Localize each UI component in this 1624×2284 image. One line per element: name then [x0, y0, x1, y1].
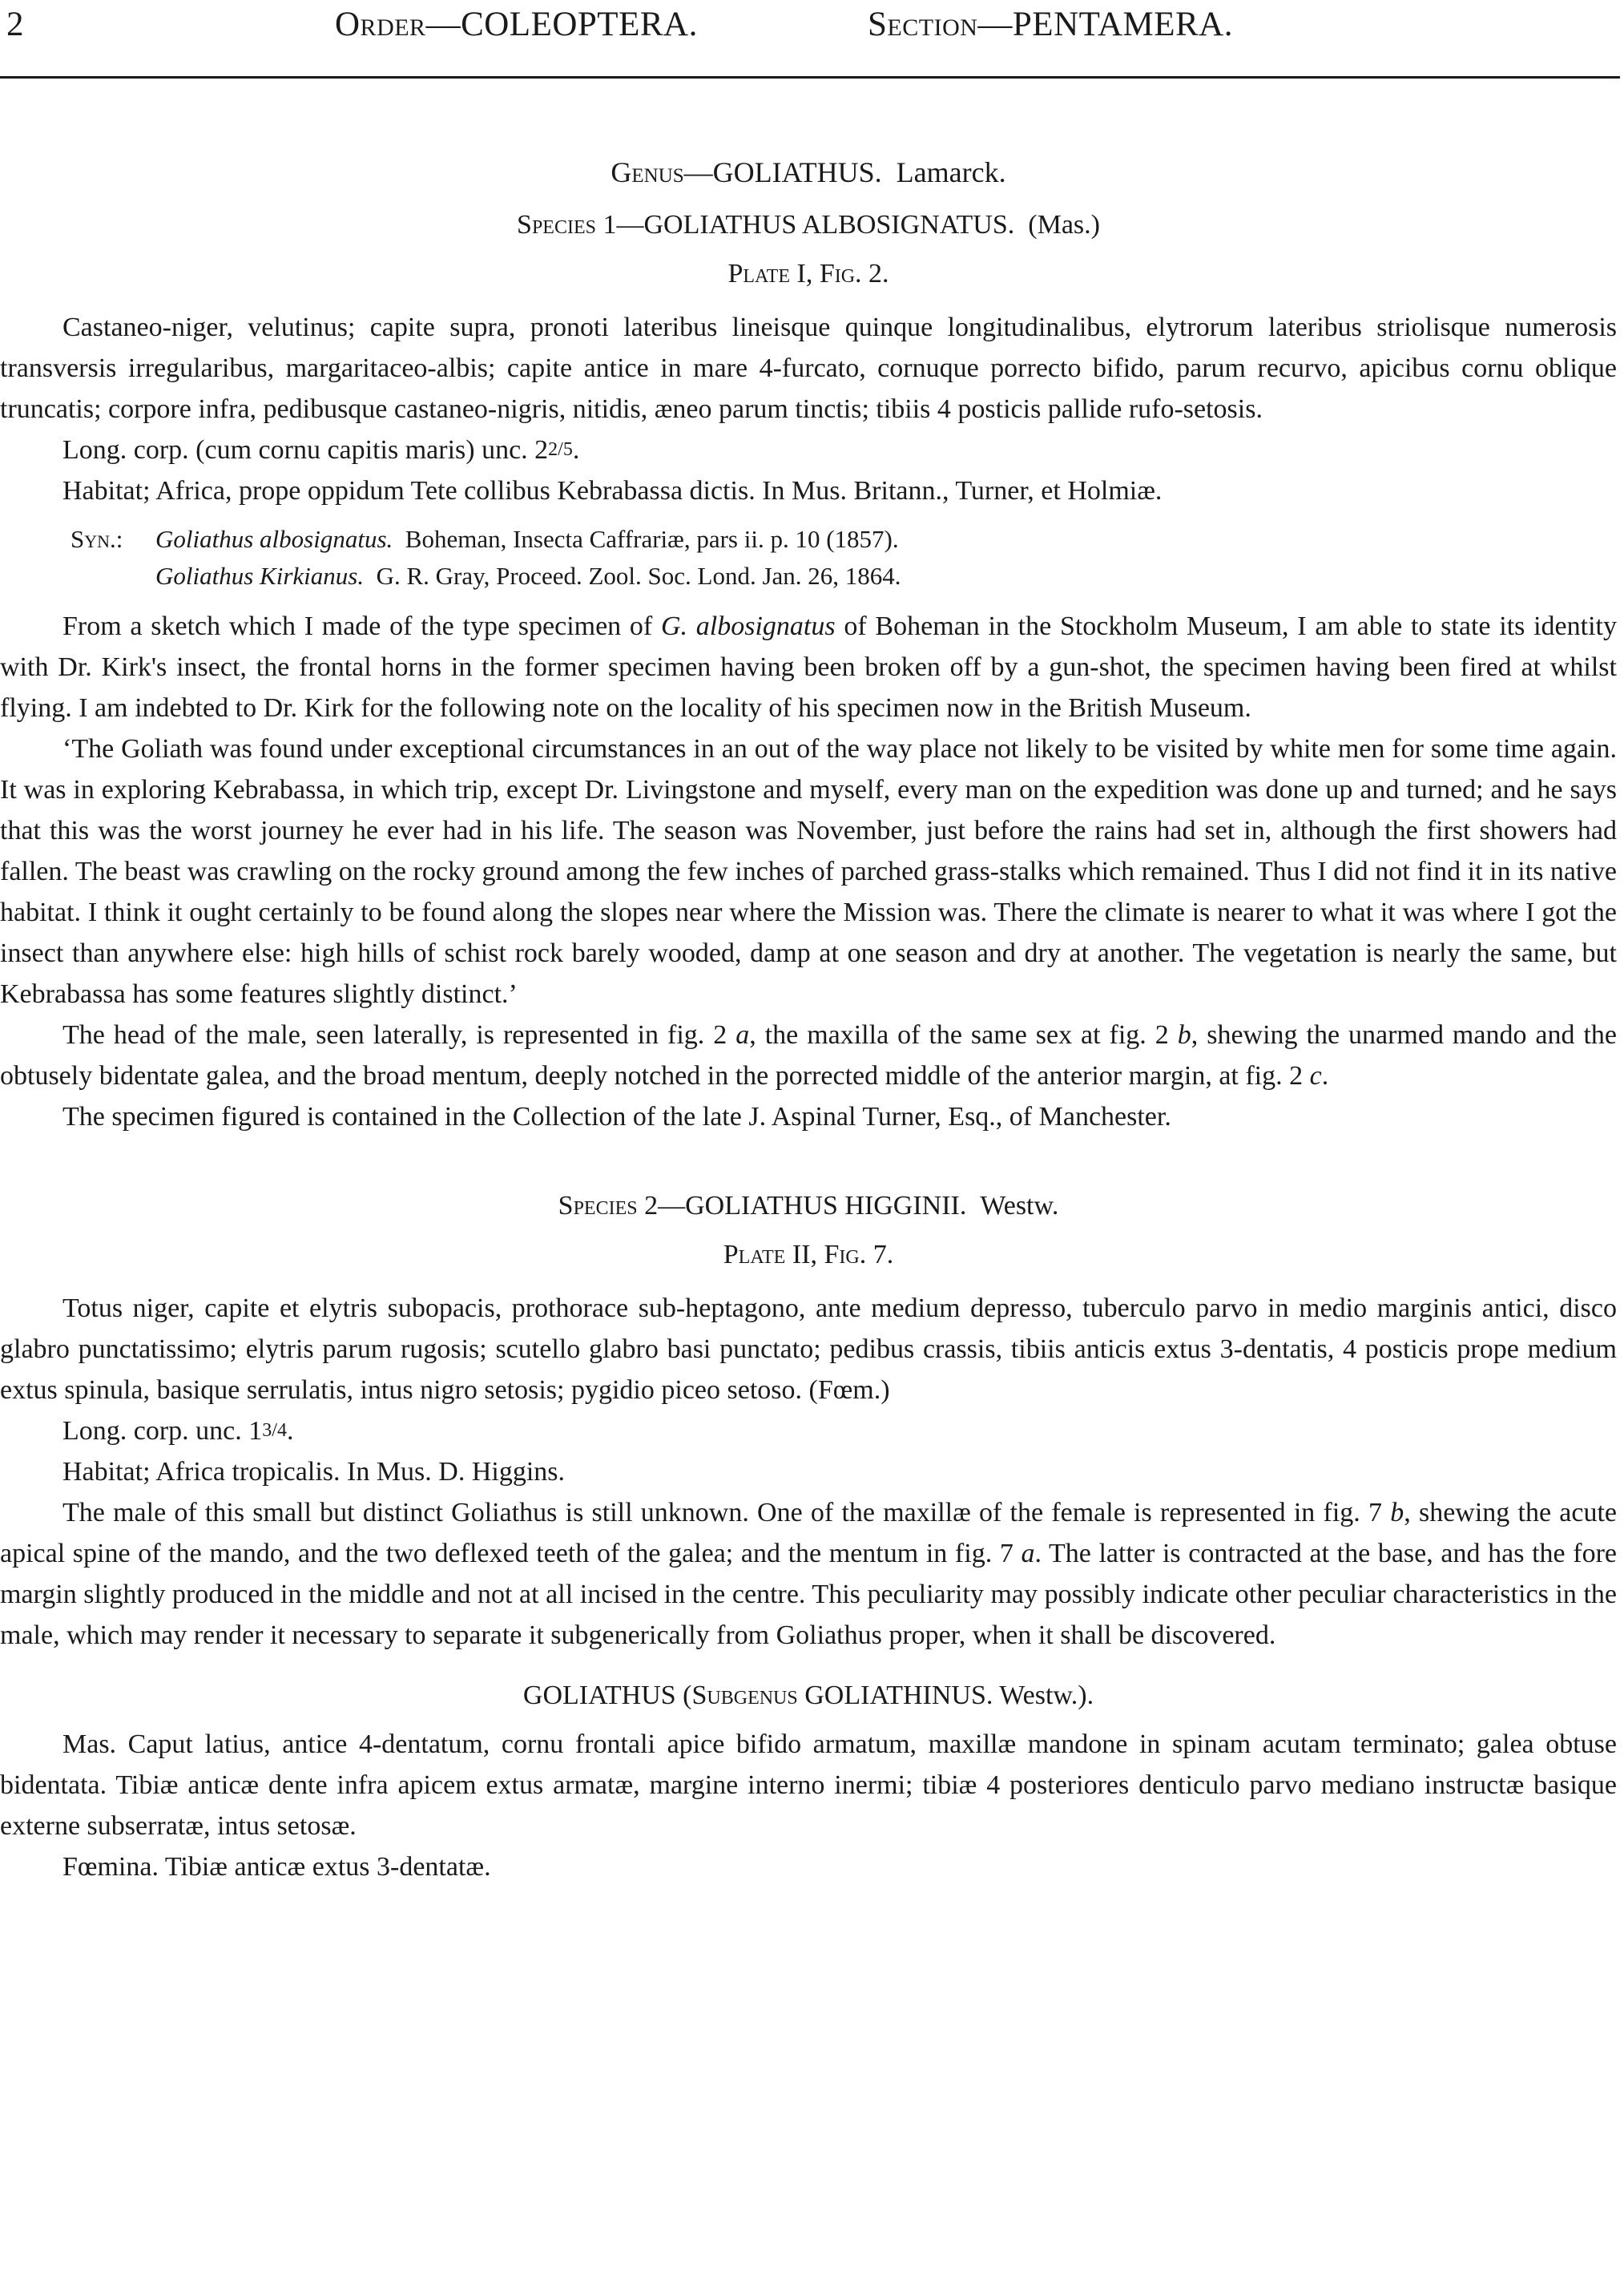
- subgenus-mas: Mas. Caput latius, antice 4-dentatum, cornu frontali apice bifido armatum, maxillæ mandone in spinam acutam terminato; galea obtuse bidentata. Tibiæ anticæ dente infra apicem extus armatæ, margine interno inermi; tibiæ 4 posteriores denticulo parvo mediano instructæ basique externe subserratæ, intus setosæ.: [0, 1729, 1617, 1841]
- species1-length-text: Long. corp. (cum cornu capitis maris) unc. 2: [62, 435, 549, 465]
- species1-sex: (Mas.): [1028, 210, 1100, 240]
- text-run: From a sketch which I made of the type specimen of: [62, 611, 661, 641]
- synonym-name: Goliathus Kirkianus.: [155, 562, 365, 590]
- species1-length-end: .: [572, 435, 580, 465]
- text-run: The head of the male, seen laterally, is represented in fig. 2: [62, 1020, 727, 1050]
- heading-run: Subgenus: [691, 1681, 798, 1710]
- species1-heading: [0, 204, 1617, 245]
- text-run: of Boheman in the Stockholm Museum, I am able to state its identity with Dr. Kirk's insect, the frontal horns in the former specimen having been broken off by a gun-shot, the specimen having been fired at whilst flying. I am indebted to Dr. Kirk for the following note on the locality of his specimen now in the British Museum.: [0, 611, 1617, 723]
- main-text: [0, 152, 1617, 1887]
- figure-ref: c: [1303, 1061, 1322, 1091]
- section-heading: Section—PENTAMERA.: [868, 6, 1233, 43]
- order-heading: Order—COLEOPTERA.: [335, 6, 698, 43]
- species2-length-text: Long. corp. unc. 1: [62, 1416, 263, 1446]
- synonym-reference: Boheman, Insecta Caffrariæ, pars ii. p. 10 (1857).: [405, 525, 899, 553]
- species1-length-fraction: 2/5: [548, 439, 573, 460]
- synonym-row: [0, 558, 1617, 595]
- page-number: 2: [6, 6, 24, 43]
- text-run: .: [1321, 1061, 1329, 1091]
- species1-plate: Plate I, Fig. 2.: [727, 259, 889, 289]
- figure-ref: b: [1168, 1020, 1191, 1050]
- species2-description: Totus niger, capite et elytris subopacis, prothorace sub-heptagono, ante medium depresso, tuberculo parvo in medio marginis antici, disco glabro punctatissimo; elytris parum rugosis; scutello glabro basi punctato; pedibus crassis, tibiis anticis extus 3-dentatis, 4 posticis prope medium extus spinula, basique serrulatis, intus nigro setosis; pygidio piceo setoso. (Fœm.): [0, 1293, 1617, 1405]
- kirk-quote: ‘The Goliath was found under exceptional circumstances in an out of the way place not likely to be visited by white men for some time again. It was in exploring Kebrabassa, in which trip, except Dr. Livingstone and myself, every man on the expedition was done up and turned; and he says that this was the worst journey he ever had in his life. The season was November, just before the rains had set in, although the first showers had fallen. The beast was crawling on the rocky ground among the few inches of parched grass-stalks which remained. Thus I did not find it in its native habitat. I think it ought certainly to be found along the slopes near where the Mission was. There the climate is nearer to what it was where I got the insect than anywhere else: high hills of schist rock barely wooded, damp at one season and dry at another. The vegetation is nearly the same, but Kebrabassa has some features slightly distinct.’: [0, 734, 1617, 1009]
- genus-heading: [0, 152, 1617, 193]
- figure-ref: a: [727, 1020, 750, 1050]
- genus-title: Genus—GOLIATHUS.: [611, 156, 882, 188]
- text-run: , the maxilla of the same sex at fig. 2: [749, 1020, 1169, 1050]
- figure-ref: a: [1013, 1539, 1035, 1568]
- synonym-label: Syn.:: [71, 525, 123, 553]
- species1-habitat: Habitat; Africa, prope oppidum Tete collibus Kebrabassa dictis. In Mus. Britann., Turner, et Holmiæ.: [62, 476, 1163, 506]
- species2-author: Westw.: [980, 1191, 1059, 1221]
- species2-title: Species 2—GOLIATHUS HIGGINII.: [558, 1191, 967, 1221]
- italic-name: G. albosignatus: [661, 611, 836, 641]
- text-run: , shewing the unarmed mando and the obtusely bidentate galea, and the broad mentum, deeply notched in the porrected middle of the anterior margin, at fig. 2: [0, 1020, 1618, 1091]
- species2-length-end: .: [286, 1416, 294, 1446]
- species1-description: Castaneo-niger, velutinus; capite supra, pronoti lateribus lineisque quinque longitudinalibus, elytrorum lateribus striolisque numerosis transversis irregularibus, margaritaceo-albis; capite antice in mare 4-furcato, cornuque porrecto bifido, parum recurvo, apicibus cornu oblique truncatis; corpore infra, pedibusque castaneo-nigris, nitidis, æneo parum tinctis; tibiis 4 posticis pallide rufo-setosis.: [0, 313, 1617, 424]
- species2-length: [0, 1410, 1617, 1451]
- species2-paragraph: [0, 1492, 1617, 1656]
- text-run: , shewing the acute apical spine of the mando, and the two deflexed teeth of the galea; and the mentum in fig. 7: [0, 1498, 1618, 1568]
- species1-length: [0, 430, 1617, 470]
- header-rule: [0, 76, 1620, 79]
- subgenus-foemina: Fœmina. Tibiæ anticæ extus 3-dentatæ.: [62, 1852, 491, 1882]
- species2-habitat: Habitat; Africa tropicalis. In Mus. D. Higgins.: [62, 1457, 566, 1487]
- species1-figure-note: [0, 1015, 1617, 1096]
- synonym-reference: G. R. Gray, Proceed. Zool. Soc. Lond. Jan. 26, 1864.: [376, 562, 901, 590]
- heading-run: GOLIATHINUS. Westw.).: [797, 1681, 1094, 1710]
- species1-collection-note: The specimen figured is contained in the Collection of the late J. Aspinal Turner, Esq., of Manchester.: [62, 1102, 1171, 1132]
- species1-paragraph: [0, 606, 1617, 728]
- figure-ref: b: [1382, 1498, 1404, 1527]
- heading-run: GOLIATHUS (: [522, 1681, 692, 1710]
- species2-heading: [0, 1185, 1617, 1226]
- synonym-name: Goliathus albosignatus.: [155, 525, 393, 553]
- synonym-row: [0, 521, 1617, 558]
- species2-plate: Plate II, Fig. 7.: [723, 1240, 894, 1269]
- genus-author: Lamarck.: [896, 156, 1006, 188]
- text-run: . The latter is contracted at the base, and has the fore margin slightly produced in the middle and not at all incised in the centre. This peculiarity may possibly indicate other peculiar characteristics in the male, which may render it necessary to separate it subgenerically from Goliathus proper, when it shall be discovered.: [0, 1539, 1617, 1650]
- running-head: [6, 5, 1601, 61]
- text-run: The male of this small but distinct Goliathus is still unknown. One of the maxillæ of the female is represented in fig. 7: [62, 1498, 1383, 1527]
- subgenus-heading: [0, 1675, 1617, 1716]
- species2-length-fraction: 3/4: [262, 1420, 287, 1441]
- synonymy: [0, 521, 1617, 595]
- species1-title: Species 1—GOLIATHUS ALBOSIGNATUS.: [517, 210, 1015, 240]
